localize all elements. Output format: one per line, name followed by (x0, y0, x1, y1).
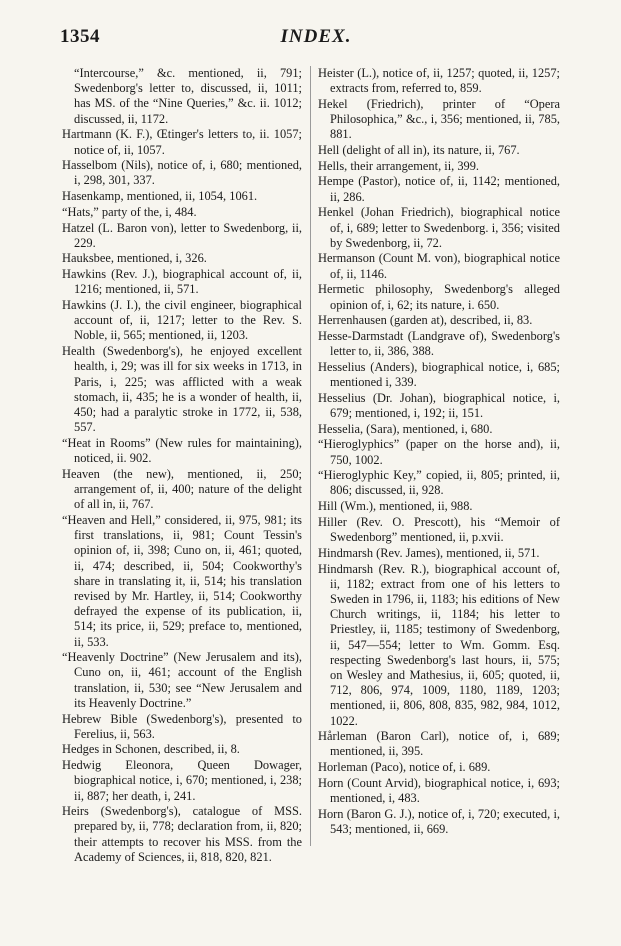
index-entry: Heister (L.), notice of, ii, 1257; quoted, ii, 1257; extracts from, referred to, 859. (318, 66, 560, 96)
index-entry: Hauksbee, mentioned, i, 326. (62, 251, 207, 266)
index-entry: Hesselia, (Sara), mentioned, i, 680. (318, 421, 493, 436)
index-entry: Hiller (Rev. O. Prescott), his “Memoir of Swedenborg” mentioned, ii, p.xvii. (318, 514, 560, 545)
index-entry: Horn (Baron G. J.), notice of, i, 720; executed, i, 543; mentioned, ii, 669. (318, 806, 560, 836)
index-entry: Hesselius (Dr. Johan), biographical notice, i, 679; mentioned, i, 192; ii, 151. (318, 390, 560, 420)
page-number: 1354 (60, 26, 100, 47)
index-entry: Hedges in Schonen, described, ii, 8. (62, 742, 240, 757)
index-entry: Horleman (Paco), notice of, i. 689. (318, 760, 491, 775)
index-entry: Hill (Wm.), mentioned, ii, 988. (318, 499, 473, 514)
index-entry: Hekel (Friedrich), printer of “Opera Philosophica,” &c., i, 356; mentioned, ii, 785, 881. (318, 96, 560, 142)
index-entry: “Hieroglyphics” (paper on the horse and), ii, 750, 1002. (318, 437, 560, 467)
index-column-left (62, 66, 302, 866)
index-entry: Henkel (Johan Friedrich), biographical notice of, i, 689; letter to Swedenborg. i, 356; visited by Swedenborg, ii, 72. (318, 205, 560, 250)
index-entry: Heaven (the new), mentioned, ii, 250; arrangement of, ii, 400; nature of the delight of all in, ii, 767. (62, 466, 302, 512)
index-entry: Heirs (Swedenborg's), catalogue of MSS. prepared by, ii, 778; declaration from, ii, 820; their attempts to recover his MSS. from the Academy of Sciences, ii, 818, 820, 821. (62, 804, 302, 864)
index-entry: Hawkins (Rev. J.), biographical account of, ii, 1216; mentioned, ii, 571. (62, 267, 302, 297)
index-entry: Hawkins (J. I.), the civil engineer, biographical account of, ii, 1217; letter to the Rev. S. Noble, ii, 565; mentioned, ii, 1203. (62, 298, 302, 343)
index-entry: “Intercourse,” &c. mentioned, ii, 791; Swedenborg's letter to, discussed, ii, 1011; has MS. of the “Nine Queries,” &c. ii. 1012; discussed, ii, 1172. (74, 66, 302, 126)
index-entry: Hatzel (L. Baron von), letter to Swedenborg, ii, 229. (62, 220, 302, 250)
index-entry: Hindmarsh (Rev. R.), biographical account of, ii, 1182; extract from one of his letters to Sweden in 1796, ii, 1183; his editions of New Church writings, ii, 1184; his letter to Priestley, ii, 1185; testimony of Swedenborg, ii, 547—554; letter to Wm. Gomm. Esq. respecting Swedenborg's last hours, ii, 575; on Wesley and Mathesius, ii, 605; quoted, ii, 712, 806, 974, 1009, 1180, 1189, 1203; mentioned, ii, 806, 808, 835, 982, 984, 1012, 1022. (318, 561, 560, 728)
index-entry: Hermanson (Count M. von), biographical notice of, ii, 1146. (318, 251, 560, 281)
index-entry: Herrenhausen (garden at), described, ii, 83. (318, 313, 533, 328)
column-divider (310, 66, 311, 846)
index-entry: Hasenkamp, mentioned, ii, 1054, 1061. (62, 189, 258, 204)
index-entry: Horn (Count Arvid), biographical notice, i, 693; mentioned, i, 483. (318, 775, 560, 806)
index-entry: Hermetic philosophy, Swedenborg's alleged opinion of, i, 62; its nature, i. 650. (318, 282, 560, 312)
index-entry: Hårleman (Baron Carl), notice of, i, 689; mentioned, ii, 395. (318, 729, 560, 759)
index-entry: “Hieroglyphic Key,” copied, ii, 805; printed, ii, 806; discussed, ii, 928. (318, 468, 560, 498)
index-entry: Hells, their arrangement, ii, 399. (318, 158, 480, 173)
index-entry: Hedwig Eleonora, Queen Dowager, biographical notice, i, 670; mentioned, i, 238; ii, 887; her death, i, 241. (62, 758, 302, 803)
index-entry: Health (Swedenborg's), he enjoyed excellent health, i, 29; was ill for six weeks in 1713, in Paris, i, 225; was afflicted with a weak stomach, ii, 435; he is a wonder of health, ii, 450; had a paralytic stroke in 1772, ii, 538, 557. (62, 344, 302, 435)
index-entry: Hesse-Darmstadt (Landgrave of), Swedenborg's letter to, ii, 386, 388. (318, 328, 560, 359)
index-entry: Hebrew Bible (Swedenborg's), presented to Ferelius, ii, 563. (62, 711, 302, 741)
index-entry: “Hats,” party of the, i, 484. (62, 204, 197, 219)
index-entry: “Heavenly Doctrine” (New Jerusalem and its), Cuno on, ii, 461; account of the English translation, ii, 530; see “New Jerusalem and its Heavenly Doctrine.” (62, 650, 302, 710)
page-header (60, 26, 572, 50)
index-column-right (318, 66, 560, 838)
page-title: INDEX. (280, 26, 352, 47)
index-entry: Hasselbom (Nils), notice of, i, 680; mentioned, i, 298, 301, 337. (62, 158, 302, 188)
index-entry: “Heaven and Hell,” considered, ii, 975, 981; its first translations, ii, 981; Count Tessin's opinion of, ii, 398; Cuno on, ii, 461; quoted, ii, 474; described, ii, 504; Cookworthy's share in translating it, ii, 514; his translation revised by Mr. Hartley, ii, 514; Cookworthy defrayed the expense of its publication, ii, 514; its price, ii, 529; preface to, mentioned, ii, 533. (62, 512, 302, 649)
index-entry: Hempe (Pastor), notice of, ii, 1142; mentioned, ii, 286. (318, 174, 560, 204)
index-entry: Hindmarsh (Rev. James), mentioned, ii, 571. (318, 545, 540, 560)
index-entry: Hartmann (K. F.), Œtinger's letters to, ii. 1057; notice of, ii, 1057. (62, 127, 302, 157)
index-entry: Hesselius (Anders), biographical notice, i, 685; mentioned i, 339. (318, 359, 560, 390)
index-entry: “Heat in Rooms” (New rules for maintaining), noticed, ii. 902. (62, 435, 302, 466)
index-entry: Hell (delight of all in), its nature, ii, 767. (318, 143, 520, 158)
